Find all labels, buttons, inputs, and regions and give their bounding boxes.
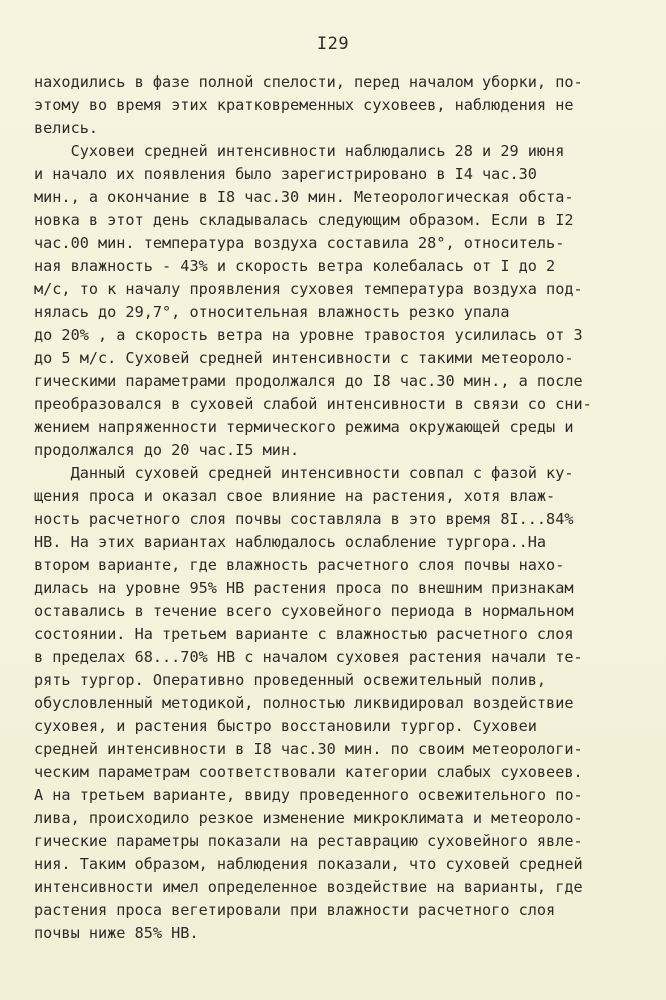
text-line: растения проса вегетировали при влажности расчетного слоя [34, 901, 556, 919]
text-line: продолжался до 20 час.I5 мин. [34, 441, 300, 459]
text-line: суховея, и растения быстро восстановили тургор. Суховеи [34, 717, 537, 735]
text-line: Данный суховей средней интенсивности совпал с фазой ку- [34, 464, 574, 482]
text-line: преобразовался в суховей слабой интенсивности в связи со сни- [34, 395, 592, 413]
text-line: мин., а окончание в I8 час.30 мин. Метеорологическая обста- [34, 188, 574, 206]
text-line: велись. [34, 119, 99, 137]
text-line: новка в этот день складывалась следующим образом. Если в I2 [34, 211, 574, 229]
text-line: в пределах 68...70% НВ с началом суховея растения начали те- [34, 648, 583, 666]
text-line: средней интенсивности в I8 час.30 мин. по своим метеорологи- [34, 740, 583, 758]
text-line: этому во время этих кратковременных суховеев, наблюдения не [34, 96, 574, 114]
text-line: ность расчетного слоя почвы составляла в это время 8I...84% [34, 510, 574, 528]
text-line: жением напряженности термического режима окружающей среды и [34, 418, 574, 436]
text-line: интенсивности имел определенное воздействие на варианты, где [34, 878, 583, 896]
text-line: ческим параметрам соответствовали категории слабых суховеев. [34, 763, 583, 781]
text-line: гическими параметрами продолжался до I8 час.30 мин., а после [34, 372, 583, 390]
text-line: нялась до 29,7°, относительная влажность резко упала [34, 303, 510, 321]
text-line: ная влажность - 43% и скорость ветра колебалась от I до 2 [34, 257, 556, 275]
text-line: дилась на уровне 95% НВ растения проса по внешним признакам [34, 579, 574, 597]
text-line: втором варианте, где влажность расчетного слоя почвы нахо- [34, 556, 565, 574]
text-line: А на третьем варианте, ввиду проведенного освежительного по- [34, 786, 583, 804]
text-line: рять тургор. Оперативно проведенный освежительный полив, [34, 671, 547, 689]
text-line: м/с, то к началу проявления суховея температура воздуха под- [34, 280, 583, 298]
text-line: находились в фазе полной спелости, перед началом уборки, по- [34, 73, 583, 91]
text-line: до 20% , а скорость ветра на уровне травостоя усилилась от 3 [34, 326, 583, 344]
text-line: до 5 м/с. Суховей средней интенсивности с такими метеороло- [34, 349, 574, 367]
text-line: обусловленный методикой, полностью ликвидировал воздействие [34, 694, 574, 712]
text-line: НВ. На этих вариантах наблюдалось ослабление тургора..На [34, 533, 547, 551]
text-line: почвы ниже 85% НВ. [34, 924, 199, 942]
text-line: и начало их появления было зарегистрировано в I4 час.30 [34, 165, 537, 183]
text-line: Суховеи средней интенсивности наблюдались 28 и 29 июня [34, 142, 565, 160]
text-line: ния. Таким образом, наблюдения показали, что суховей средней [34, 855, 583, 873]
text-line: гические параметры показали на реставрацию суховейного явле- [34, 832, 583, 850]
page-number: I29 [316, 34, 350, 54]
text-line: лива, происходило резкое изменение микроклимата и метеороло- [34, 809, 583, 827]
text-line: состоянии. На третьем варианте с влажностью расчетного слоя [34, 625, 574, 643]
text-line: оставались в течение всего суховейного периода в нормальном [34, 602, 574, 620]
text-line: час.00 мин. температура воздуха составила 28°, относитель- [34, 234, 565, 252]
text-line: щения проса и оказал свое влияние на растения, хотя влаж- [34, 487, 556, 505]
